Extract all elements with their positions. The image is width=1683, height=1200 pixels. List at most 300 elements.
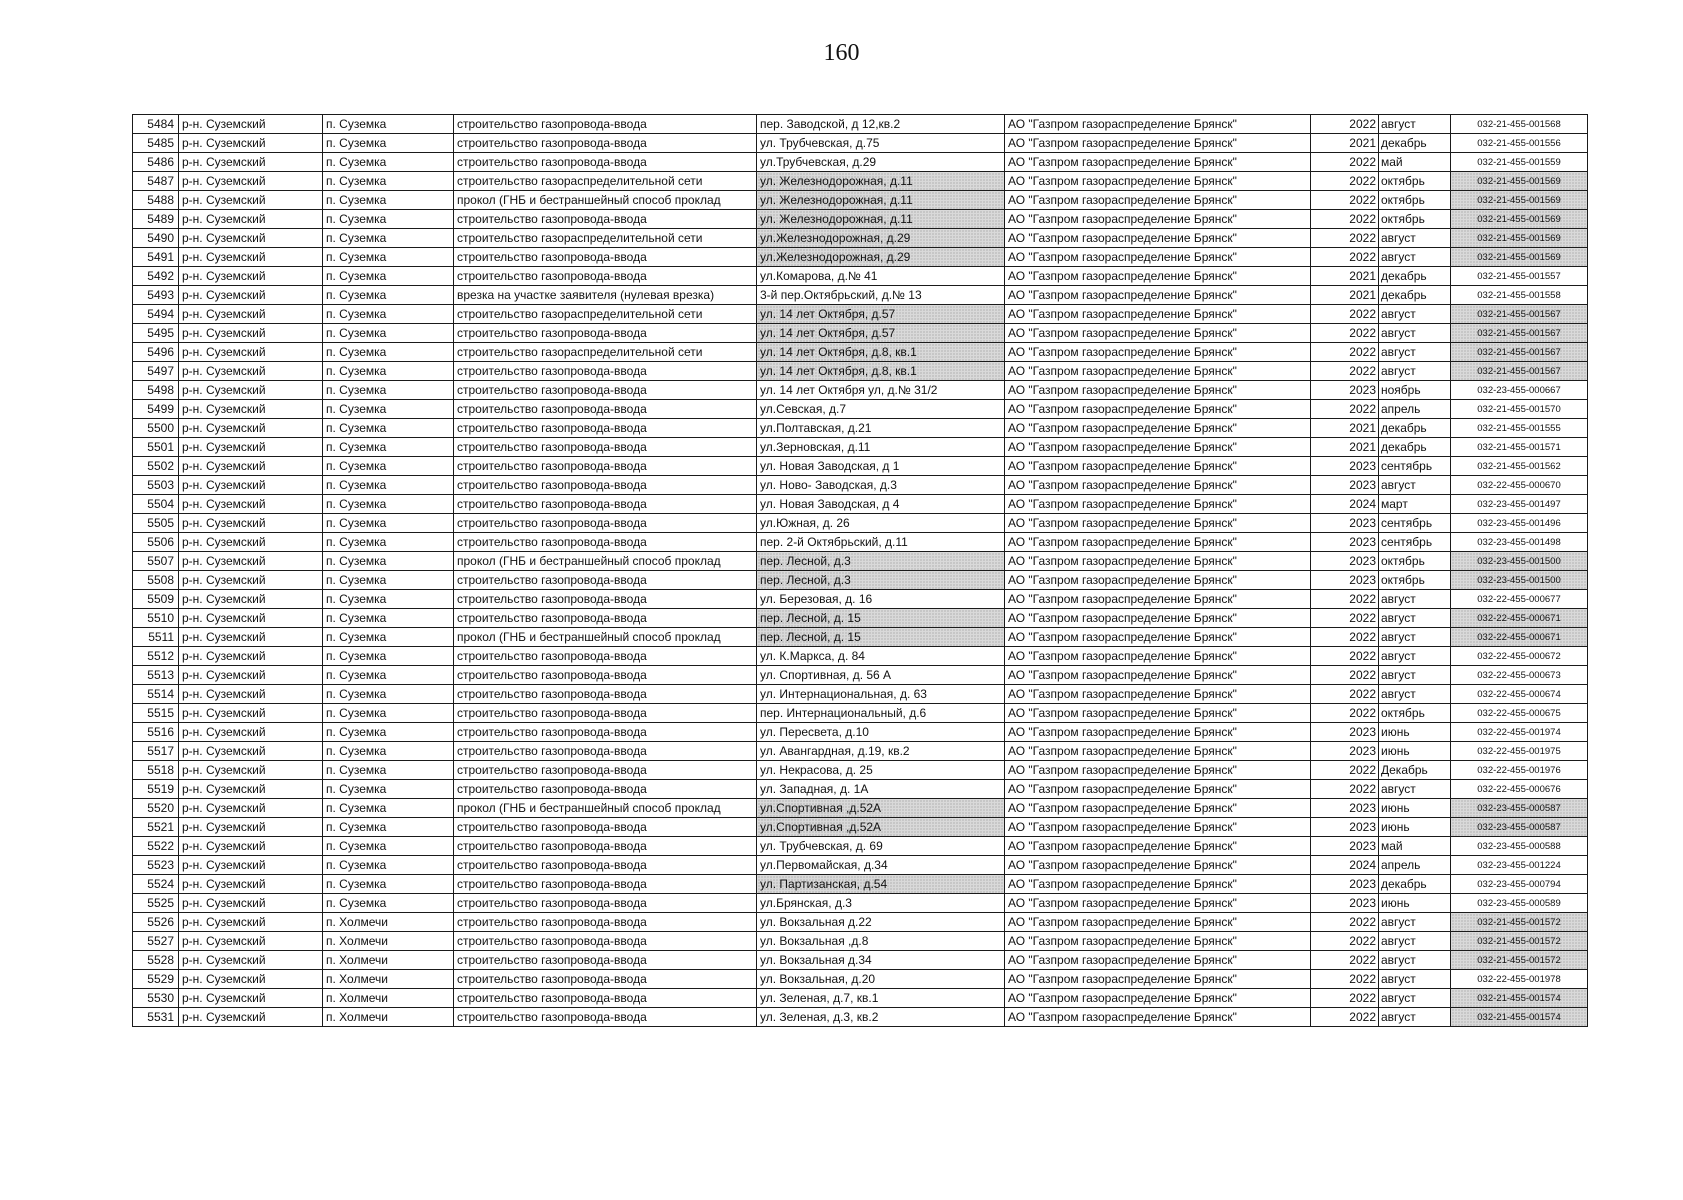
work-type-cell: строительство газораспределительной сети	[454, 305, 757, 324]
address-cell: ул. 14 лет Октября, д.57	[757, 305, 1005, 324]
month-cell: октябрь	[1379, 571, 1451, 590]
row-number: 5509	[133, 590, 179, 609]
month-cell: декабрь	[1379, 419, 1451, 438]
organization-cell: АО "Газпром газораспределение Брянск"	[1005, 666, 1311, 685]
work-type-cell: строительство газопровода-ввода	[454, 609, 757, 628]
row-number: 5490	[133, 229, 179, 248]
address-cell: ул.Севская, д.7	[757, 400, 1005, 419]
year-cell: 2022	[1311, 305, 1379, 324]
code-cell: 032-22-455-000675	[1451, 704, 1588, 723]
month-cell: сентябрь	[1379, 457, 1451, 476]
district-cell: р-н. Суземский	[179, 267, 323, 286]
organization-cell: АО "Газпром газораспределение Брянск"	[1005, 970, 1311, 989]
code-cell: 032-21-455-001568	[1451, 115, 1588, 134]
code-cell: 032-23-455-001496	[1451, 514, 1588, 533]
table-row	[133, 552, 1588, 571]
row-number: 5512	[133, 647, 179, 666]
organization-cell: АО "Газпром газораспределение Брянск"	[1005, 533, 1311, 552]
settlement-cell: п. Суземка	[323, 875, 454, 894]
settlement-cell: п. Суземка	[323, 780, 454, 799]
district-cell: р-н. Суземский	[179, 894, 323, 913]
district-cell: р-н. Суземский	[179, 875, 323, 894]
address-cell: пер. Лесной, д. 15	[757, 628, 1005, 647]
organization-cell: АО "Газпром газораспределение Брянск"	[1005, 552, 1311, 571]
table-row	[133, 115, 1588, 134]
settlement-cell: п. Суземка	[323, 210, 454, 229]
year-cell: 2022	[1311, 647, 1379, 666]
row-number: 5527	[133, 932, 179, 951]
organization-cell: АО "Газпром газораспределение Брянск"	[1005, 476, 1311, 495]
settlement-cell: п. Суземка	[323, 761, 454, 780]
work-type-cell: строительство газопровода-ввода	[454, 362, 757, 381]
organization-cell: АО "Газпром газораспределение Брянск"	[1005, 286, 1311, 305]
organization-cell: АО "Газпром газораспределение Брянск"	[1005, 381, 1311, 400]
work-type-cell: строительство газораспределительной сети	[454, 172, 757, 191]
row-number: 5514	[133, 685, 179, 704]
settlement-cell: п. Суземка	[323, 723, 454, 742]
work-type-cell: строительство газопровода-ввода	[454, 856, 757, 875]
year-cell: 2022	[1311, 191, 1379, 210]
work-type-cell: строительство газопровода-ввода	[454, 837, 757, 856]
settlement-cell: п. Суземка	[323, 324, 454, 343]
year-cell: 2021	[1311, 438, 1379, 457]
year-cell: 2022	[1311, 951, 1379, 970]
table-row	[133, 951, 1588, 970]
year-cell: 2022	[1311, 1008, 1379, 1027]
row-number: 5505	[133, 514, 179, 533]
month-cell: август	[1379, 609, 1451, 628]
code-cell: 032-21-455-001574	[1451, 989, 1588, 1008]
district-cell: р-н. Суземский	[179, 514, 323, 533]
district-cell: р-н. Суземский	[179, 476, 323, 495]
settlement-cell: п. Суземка	[323, 457, 454, 476]
organization-cell: АО "Газпром газораспределение Брянск"	[1005, 818, 1311, 837]
year-cell: 2023	[1311, 476, 1379, 495]
district-cell: р-н. Суземский	[179, 172, 323, 191]
address-cell: пер. Заводской, д 12,кв.2	[757, 115, 1005, 134]
table-row	[133, 305, 1588, 324]
organization-cell: АО "Газпром газораспределение Брянск"	[1005, 248, 1311, 267]
address-cell: ул. 14 лет Октября, д.8, кв.1	[757, 362, 1005, 381]
settlement-cell: п. Холмечи	[323, 913, 454, 932]
settlement-cell: п. Суземка	[323, 305, 454, 324]
district-cell: р-н. Суземский	[179, 362, 323, 381]
work-type-cell: прокол (ГНБ и бестраншейный способ проклад	[454, 552, 757, 571]
code-cell: 032-23-455-001498	[1451, 533, 1588, 552]
table-row	[133, 856, 1588, 875]
row-number: 5488	[133, 191, 179, 210]
settlement-cell: п. Суземка	[323, 628, 454, 647]
address-cell: ул.Первомайская, д.34	[757, 856, 1005, 875]
code-cell: 032-21-455-001569	[1451, 229, 1588, 248]
organization-cell: АО "Газпром газораспределение Брянск"	[1005, 723, 1311, 742]
table-row	[133, 647, 1588, 666]
settlement-cell: п. Суземка	[323, 153, 454, 172]
year-cell: 2023	[1311, 818, 1379, 837]
district-cell: р-н. Суземский	[179, 647, 323, 666]
address-cell: ул. К.Маркса, д. 84	[757, 647, 1005, 666]
month-cell: август	[1379, 780, 1451, 799]
district-cell: р-н. Суземский	[179, 571, 323, 590]
address-cell: ул. Западная, д. 1А	[757, 780, 1005, 799]
code-cell: 032-23-455-000589	[1451, 894, 1588, 913]
row-number: 5498	[133, 381, 179, 400]
month-cell: август	[1379, 932, 1451, 951]
year-cell: 2022	[1311, 913, 1379, 932]
work-type-cell: строительство газопровода-ввода	[454, 1008, 757, 1027]
code-cell: 032-21-455-001571	[1451, 438, 1588, 457]
district-cell: р-н. Суземский	[179, 685, 323, 704]
address-cell: ул. Авангардная, д.19, кв.2	[757, 742, 1005, 761]
row-number: 5518	[133, 761, 179, 780]
row-number: 5506	[133, 533, 179, 552]
year-cell: 2022	[1311, 666, 1379, 685]
row-number: 5508	[133, 571, 179, 590]
year-cell: 2023	[1311, 552, 1379, 571]
district-cell: р-н. Суземский	[179, 723, 323, 742]
code-cell: 032-22-455-000677	[1451, 590, 1588, 609]
code-cell: 032-22-455-000671	[1451, 628, 1588, 647]
settlement-cell: п. Суземка	[323, 343, 454, 362]
month-cell: апрель	[1379, 856, 1451, 875]
organization-cell: АО "Газпром газораспределение Брянск"	[1005, 894, 1311, 913]
row-number: 5495	[133, 324, 179, 343]
organization-cell: АО "Газпром газораспределение Брянск"	[1005, 742, 1311, 761]
year-cell: 2023	[1311, 723, 1379, 742]
work-type-cell: строительство газопровода-ввода	[454, 761, 757, 780]
district-cell: р-н. Суземский	[179, 248, 323, 267]
year-cell: 2023	[1311, 533, 1379, 552]
table-row	[133, 229, 1588, 248]
year-cell: 2022	[1311, 153, 1379, 172]
work-type-cell: строительство газопровода-ввода	[454, 590, 757, 609]
address-cell: ул. Новая Заводская, д 1	[757, 457, 1005, 476]
code-cell: 032-21-455-001569	[1451, 210, 1588, 229]
address-cell: ул. Интернациональная, д. 63	[757, 685, 1005, 704]
month-cell: август	[1379, 590, 1451, 609]
settlement-cell: п. Суземка	[323, 552, 454, 571]
month-cell: сентябрь	[1379, 514, 1451, 533]
row-number: 5521	[133, 818, 179, 837]
month-cell: июнь	[1379, 799, 1451, 818]
district-cell: р-н. Суземский	[179, 400, 323, 419]
year-cell: 2023	[1311, 381, 1379, 400]
organization-cell: АО "Газпром газораспределение Брянск"	[1005, 704, 1311, 723]
settlement-cell: п. Суземка	[323, 172, 454, 191]
year-cell: 2021	[1311, 267, 1379, 286]
district-cell: р-н. Суземский	[179, 457, 323, 476]
row-number: 5520	[133, 799, 179, 818]
code-cell: 032-21-455-001559	[1451, 153, 1588, 172]
row-number: 5497	[133, 362, 179, 381]
address-cell: ул.Спортивная ,д.52А	[757, 799, 1005, 818]
district-cell: р-н. Суземский	[179, 210, 323, 229]
work-type-cell: строительство газораспределительной сети	[454, 229, 757, 248]
work-type-cell: строительство газопровода-ввода	[454, 875, 757, 894]
settlement-cell: п. Холмечи	[323, 932, 454, 951]
work-type-cell: строительство газопровода-ввода	[454, 742, 757, 761]
month-cell: декабрь	[1379, 267, 1451, 286]
table-row	[133, 799, 1588, 818]
settlement-cell: п. Холмечи	[323, 951, 454, 970]
code-cell: 032-21-455-001556	[1451, 134, 1588, 153]
work-type-cell: строительство газопровода-ввода	[454, 153, 757, 172]
settlement-cell: п. Суземка	[323, 476, 454, 495]
table-row	[133, 381, 1588, 400]
code-cell: 032-22-455-001978	[1451, 970, 1588, 989]
code-cell: 032-23-455-000587	[1451, 799, 1588, 818]
settlement-cell: п. Суземка	[323, 381, 454, 400]
code-cell: 032-22-455-000674	[1451, 685, 1588, 704]
year-cell: 2022	[1311, 362, 1379, 381]
settlement-cell: п. Суземка	[323, 894, 454, 913]
district-cell: р-н. Суземский	[179, 704, 323, 723]
settlement-cell: п. Суземка	[323, 799, 454, 818]
organization-cell: АО "Газпром газораспределение Брянск"	[1005, 324, 1311, 343]
settlement-cell: п. Холмечи	[323, 989, 454, 1008]
row-number: 5525	[133, 894, 179, 913]
table-row	[133, 362, 1588, 381]
organization-cell: АО "Газпром газораспределение Брянск"	[1005, 438, 1311, 457]
address-cell: ул.Спортивная ,д.52А	[757, 818, 1005, 837]
year-cell: 2022	[1311, 229, 1379, 248]
work-type-cell: строительство газопровода-ввода	[454, 134, 757, 153]
settlement-cell: п. Суземка	[323, 229, 454, 248]
month-cell: август	[1379, 647, 1451, 666]
settlement-cell: п. Суземка	[323, 647, 454, 666]
district-cell: р-н. Суземский	[179, 191, 323, 210]
organization-cell: АО "Газпром газораспределение Брянск"	[1005, 856, 1311, 875]
address-cell: ул. Вокзальная ,д.8	[757, 932, 1005, 951]
work-type-cell: строительство газопровода-ввода	[454, 894, 757, 913]
year-cell: 2023	[1311, 514, 1379, 533]
month-cell: август	[1379, 666, 1451, 685]
year-cell: 2022	[1311, 989, 1379, 1008]
code-cell: 032-21-455-001569	[1451, 191, 1588, 210]
settlement-cell: п. Холмечи	[323, 970, 454, 989]
settlement-cell: п. Суземка	[323, 134, 454, 153]
organization-cell: АО "Газпром газораспределение Брянск"	[1005, 153, 1311, 172]
district-cell: р-н. Суземский	[179, 419, 323, 438]
table-row	[133, 286, 1588, 305]
work-type-cell: строительство газопровода-ввода	[454, 533, 757, 552]
district-cell: р-н. Суземский	[179, 552, 323, 571]
year-cell: 2022	[1311, 685, 1379, 704]
table-row	[133, 837, 1588, 856]
settlement-cell: п. Суземка	[323, 571, 454, 590]
organization-cell: АО "Газпром газораспределение Брянск"	[1005, 761, 1311, 780]
month-cell: август	[1379, 913, 1451, 932]
month-cell: март	[1379, 495, 1451, 514]
work-type-cell: строительство газопровода-ввода	[454, 571, 757, 590]
address-cell: пер. 2-й Октябрьский, д.11	[757, 533, 1005, 552]
code-cell: 032-21-455-001567	[1451, 324, 1588, 343]
address-cell: ул. Трубчевская, д.75	[757, 134, 1005, 153]
settlement-cell: п. Суземка	[323, 590, 454, 609]
address-cell: ул.Южная, д. 26	[757, 514, 1005, 533]
organization-cell: АО "Газпром газораспределение Брянск"	[1005, 495, 1311, 514]
table-row	[133, 913, 1588, 932]
district-cell: р-н. Суземский	[179, 590, 323, 609]
work-type-cell: строительство газопровода-ввода	[454, 457, 757, 476]
work-type-cell: строительство газопровода-ввода	[454, 970, 757, 989]
settlement-cell: п. Суземка	[323, 267, 454, 286]
district-cell: р-н. Суземский	[179, 761, 323, 780]
address-cell: ул.Комарова, д.№ 41	[757, 267, 1005, 286]
year-cell: 2023	[1311, 875, 1379, 894]
work-type-cell: строительство газопровода-ввода	[454, 704, 757, 723]
work-type-cell: строительство газораспределительной сети	[454, 343, 757, 362]
district-cell: р-н. Суземский	[179, 609, 323, 628]
month-cell: июнь	[1379, 742, 1451, 761]
year-cell: 2022	[1311, 761, 1379, 780]
row-number: 5500	[133, 419, 179, 438]
table-row	[133, 457, 1588, 476]
district-cell: р-н. Суземский	[179, 495, 323, 514]
work-type-cell: строительство газопровода-ввода	[454, 248, 757, 267]
organization-cell: АО "Газпром газораспределение Брянск"	[1005, 115, 1311, 134]
organization-cell: АО "Газпром газораспределение Брянск"	[1005, 780, 1311, 799]
year-cell: 2023	[1311, 799, 1379, 818]
organization-cell: АО "Газпром газораспределение Брянск"	[1005, 875, 1311, 894]
month-cell: август	[1379, 248, 1451, 267]
code-cell: 032-22-455-000673	[1451, 666, 1588, 685]
table-row	[133, 666, 1588, 685]
work-type-cell: врезка на участке заявителя (нулевая врезка)	[454, 286, 757, 305]
organization-cell: АО "Газпром газораспределение Брянск"	[1005, 267, 1311, 286]
work-type-cell: строительство газопровода-ввода	[454, 647, 757, 666]
settlement-cell: п. Суземка	[323, 438, 454, 457]
row-number: 5528	[133, 951, 179, 970]
month-cell: июнь	[1379, 894, 1451, 913]
month-cell: май	[1379, 837, 1451, 856]
year-cell: 2024	[1311, 495, 1379, 514]
month-cell: ноябрь	[1379, 381, 1451, 400]
address-cell: пер. Лесной, д.3	[757, 552, 1005, 571]
work-type-cell: строительство газопровода-ввода	[454, 476, 757, 495]
work-type-cell: строительство газопровода-ввода	[454, 932, 757, 951]
address-cell: ул. Железнодорожная, д.11	[757, 210, 1005, 229]
district-cell: р-н. Суземский	[179, 628, 323, 647]
address-cell: ул. Зеленая, д.7, кв.1	[757, 989, 1005, 1008]
year-cell: 2022	[1311, 115, 1379, 134]
year-cell: 2024	[1311, 856, 1379, 875]
row-number: 5496	[133, 343, 179, 362]
year-cell: 2023	[1311, 457, 1379, 476]
row-number: 5492	[133, 267, 179, 286]
row-number: 5531	[133, 1008, 179, 1027]
district-cell: р-н. Суземский	[179, 305, 323, 324]
address-cell: ул. Новая Заводская, д 4	[757, 495, 1005, 514]
table-row	[133, 533, 1588, 552]
settlement-cell: п. Суземка	[323, 666, 454, 685]
row-number: 5529	[133, 970, 179, 989]
row-number: 5486	[133, 153, 179, 172]
organization-cell: АО "Газпром газораспределение Брянск"	[1005, 134, 1311, 153]
district-cell: р-н. Суземский	[179, 381, 323, 400]
row-number: 5510	[133, 609, 179, 628]
code-cell: 032-21-455-001569	[1451, 248, 1588, 267]
row-number: 5530	[133, 989, 179, 1008]
month-cell: июнь	[1379, 818, 1451, 837]
month-cell: август	[1379, 343, 1451, 362]
district-cell: р-н. Суземский	[179, 115, 323, 134]
code-cell: 032-23-455-001500	[1451, 571, 1588, 590]
table-row	[133, 419, 1588, 438]
month-cell: октябрь	[1379, 552, 1451, 571]
page-number: 160	[823, 40, 860, 66]
address-cell: ул. Железнодорожная, д.11	[757, 191, 1005, 210]
settlement-cell: п. Суземка	[323, 362, 454, 381]
code-cell: 032-23-455-001224	[1451, 856, 1588, 875]
district-cell: р-н. Суземский	[179, 666, 323, 685]
table-row	[133, 704, 1588, 723]
organization-cell: АО "Газпром газораспределение Брянск"	[1005, 362, 1311, 381]
work-type-cell: строительство газопровода-ввода	[454, 210, 757, 229]
organization-cell: АО "Газпром газораспределение Брянск"	[1005, 210, 1311, 229]
table-row	[133, 761, 1588, 780]
address-cell: ул.Железнодорожная, д.29	[757, 248, 1005, 267]
address-cell: ул. Партизанская, д.54	[757, 875, 1005, 894]
row-number: 5519	[133, 780, 179, 799]
year-cell: 2022	[1311, 970, 1379, 989]
work-type-cell: строительство газопровода-ввода	[454, 438, 757, 457]
code-cell: 032-21-455-001572	[1451, 951, 1588, 970]
settlement-cell: п. Суземка	[323, 419, 454, 438]
row-number: 5487	[133, 172, 179, 191]
month-cell: октябрь	[1379, 191, 1451, 210]
organization-cell: АО "Газпром газораспределение Брянск"	[1005, 628, 1311, 647]
year-cell: 2022	[1311, 400, 1379, 419]
row-number: 5485	[133, 134, 179, 153]
address-cell: пер. Лесной, д. 15	[757, 609, 1005, 628]
settlement-cell: п. Суземка	[323, 704, 454, 723]
row-number: 5517	[133, 742, 179, 761]
work-type-cell: строительство газопровода-ввода	[454, 267, 757, 286]
table-row	[133, 894, 1588, 913]
row-number: 5502	[133, 457, 179, 476]
month-cell: Декабрь	[1379, 761, 1451, 780]
table-row	[133, 628, 1588, 647]
code-cell: 032-21-455-001558	[1451, 286, 1588, 305]
work-type-cell: строительство газопровода-ввода	[454, 400, 757, 419]
settlement-cell: п. Суземка	[323, 514, 454, 533]
table-row	[133, 571, 1588, 590]
year-cell: 2022	[1311, 780, 1379, 799]
address-cell: ул. Железнодорожная, д.11	[757, 172, 1005, 191]
month-cell: август	[1379, 229, 1451, 248]
work-type-cell: строительство газопровода-ввода	[454, 381, 757, 400]
address-cell: ул. Спортивная, д. 56 А	[757, 666, 1005, 685]
work-type-cell: строительство газопровода-ввода	[454, 951, 757, 970]
code-cell: 032-21-455-001570	[1451, 400, 1588, 419]
table-row	[133, 343, 1588, 362]
district-cell: р-н. Суземский	[179, 837, 323, 856]
month-cell: август	[1379, 1008, 1451, 1027]
row-number: 5511	[133, 628, 179, 647]
organization-cell: АО "Газпром газораспределение Брянск"	[1005, 989, 1311, 1008]
month-cell: декабрь	[1379, 875, 1451, 894]
settlement-cell: п. Суземка	[323, 818, 454, 837]
organization-cell: АО "Газпром газораспределение Брянск"	[1005, 229, 1311, 248]
row-number: 5503	[133, 476, 179, 495]
organization-cell: АО "Газпром газораспределение Брянск"	[1005, 932, 1311, 951]
settlement-cell: п. Суземка	[323, 609, 454, 628]
table-row	[133, 989, 1588, 1008]
organization-cell: АО "Газпром газораспределение Брянск"	[1005, 799, 1311, 818]
address-cell: ул.Трубчевская, д.29	[757, 153, 1005, 172]
year-cell: 2022	[1311, 210, 1379, 229]
